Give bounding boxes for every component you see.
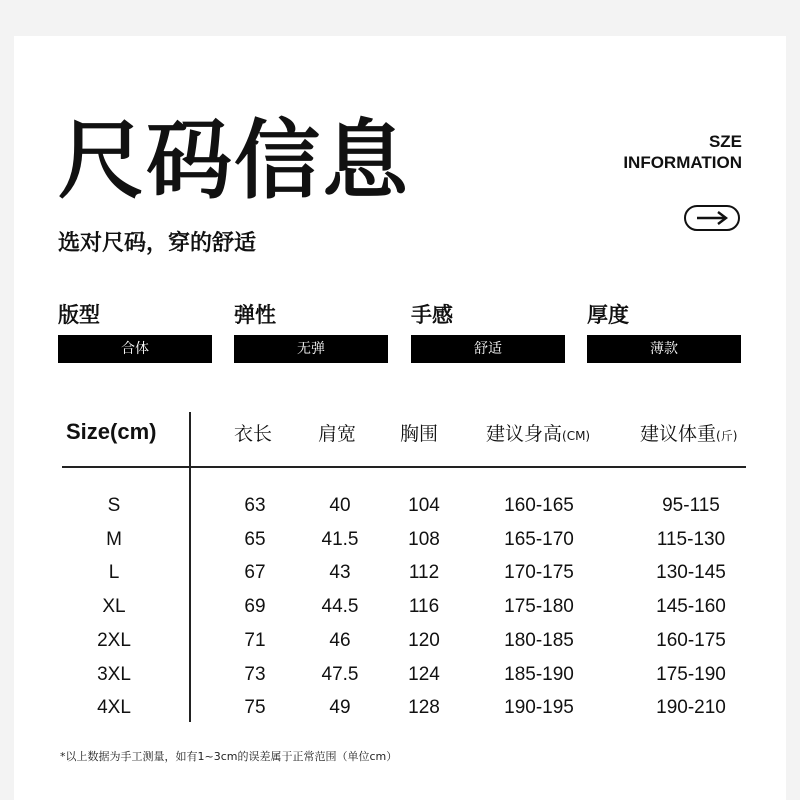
column-header-unit: (CM): [562, 429, 591, 443]
attribute-thickness: [587, 300, 741, 363]
cell-shoulder: 43: [329, 562, 351, 584]
cell-length: 63: [244, 495, 266, 516]
cell-length: 71: [244, 629, 266, 651]
cell-shoulder: 41.5: [321, 528, 359, 550]
column-header-chest: [400, 418, 438, 450]
cell-length: 75: [244, 697, 266, 719]
english-title-line-1: SZE: [708, 132, 742, 151]
cell-size: L: [108, 562, 120, 584]
cell-chest: 112: [408, 562, 440, 584]
cell-chest: 128: [408, 697, 440, 719]
table-row: [0, 624, 800, 657]
cell-height: 170-175: [504, 562, 574, 584]
cell-size: 3XL: [97, 663, 131, 685]
arrow-right-button: [684, 205, 740, 231]
footnote: *以上数据为手工测量，如有1~3cm的误差属于正常范围（单位cm）: [60, 750, 398, 763]
cell-length: 73: [244, 663, 266, 685]
column-header-label: 胸围: [400, 423, 439, 445]
column-header-label: 衣长: [234, 423, 273, 445]
cell-shoulder: 49: [329, 697, 351, 719]
table-row: [0, 556, 800, 589]
cell-shoulder: 40: [329, 495, 351, 516]
table-row: [0, 691, 800, 724]
cell-height: 160-165: [504, 495, 574, 516]
english-title-line-2: INFORMATION: [623, 153, 742, 172]
cell-size: M: [106, 528, 122, 550]
cell-height: 165-170: [504, 528, 574, 550]
cell-weight: 160-175: [656, 629, 726, 651]
attribute-label: 手感: [411, 303, 453, 327]
cell-shoulder: 44.5: [321, 596, 359, 618]
cell-length: 65: [244, 528, 266, 550]
arrow-right-icon: [695, 211, 729, 225]
attribute-value: 合体: [58, 335, 212, 363]
cell-chest: 120: [408, 629, 440, 651]
cell-chest: 124: [408, 663, 440, 685]
attribute-value: 无弹: [234, 335, 388, 363]
cell-chest: 108: [408, 528, 440, 550]
column-header-label: 肩宽: [318, 423, 357, 445]
cell-chest: 104: [408, 495, 440, 516]
cell-length: 67: [244, 562, 266, 584]
table-row: [0, 489, 800, 522]
cell-height: 190-195: [504, 697, 574, 719]
cell-shoulder: 46: [329, 629, 351, 651]
cell-height: 185-190: [504, 663, 574, 685]
size-column-header: Size(cm): [66, 419, 157, 444]
cell-chest: 116: [408, 596, 440, 618]
cell-size: S: [107, 495, 121, 516]
cell-weight: 115-130: [656, 528, 726, 550]
cell-size: 4XL: [97, 697, 131, 719]
attribute-fit: [58, 300, 212, 363]
column-header-label: 建议体重: [640, 423, 717, 445]
cell-height: 175-180: [504, 596, 574, 618]
attribute-label: 弹性: [234, 303, 276, 327]
cell-weight: 145-160: [656, 596, 726, 618]
english-title: [623, 131, 742, 173]
attribute-elasticity: [234, 300, 388, 363]
column-header-unit: (斤): [716, 429, 738, 443]
attribute-label: 厚度: [587, 303, 629, 327]
cell-size: XL: [102, 596, 126, 618]
attribute-feel: [411, 300, 565, 363]
cell-size: 2XL: [97, 629, 131, 651]
attribute-value: 舒适: [411, 335, 565, 363]
page-subtitle: 选对尺码，穿的舒适: [58, 231, 257, 256]
column-header-label: 建议身高: [486, 423, 563, 445]
attribute-label: 版型: [58, 303, 100, 327]
table-row: [0, 523, 800, 556]
column-header-shoulder: [318, 418, 356, 450]
table-row: [0, 590, 800, 623]
table-horizontal-divider: [62, 466, 746, 468]
cell-weight: 175-190: [656, 663, 726, 685]
table-row: [0, 658, 800, 691]
cell-weight: 95-115: [662, 495, 720, 516]
attribute-value: 薄款: [587, 335, 741, 363]
cell-weight: 130-145: [656, 562, 726, 584]
page-title: 尺码信息: [58, 111, 410, 211]
column-header-length: [234, 418, 272, 450]
column-header-height: [486, 418, 590, 450]
column-header-weight: [640, 418, 737, 450]
cell-height: 180-185: [504, 629, 574, 651]
cell-weight: 190-210: [656, 697, 726, 719]
cell-length: 69: [244, 596, 266, 618]
cell-shoulder: 47.5: [321, 663, 359, 685]
